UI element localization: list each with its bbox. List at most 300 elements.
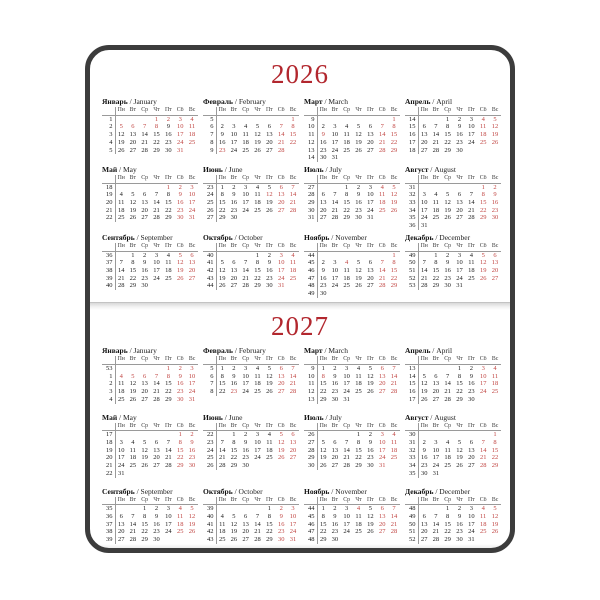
date-cell: 21 [218, 454, 226, 462]
week-row [102, 282, 198, 290]
month-november-2026 [304, 233, 400, 298]
date-cell: 10 [331, 131, 339, 139]
date-cell: 11 [129, 446, 136, 454]
month-title: Апрель / April [405, 346, 453, 356]
weekday-header-Пн: Пн [216, 423, 228, 431]
date-cell: 9 [321, 131, 325, 139]
empty-cell [376, 154, 388, 162]
week-row [203, 139, 299, 147]
date-cell: 7 [392, 365, 396, 373]
week-row [304, 513, 400, 521]
date-cell: 23 [176, 388, 184, 396]
date-cell: 15 [230, 446, 238, 454]
date-cell: 18 [479, 520, 487, 528]
date-cell: 22 [456, 388, 463, 396]
month-grid [102, 356, 198, 403]
date-cell: 27 [129, 146, 137, 154]
weekday-header-Сб: Сб [376, 356, 388, 364]
empty-cell [287, 462, 299, 470]
date-cell: 7 [380, 123, 384, 131]
date-cell: 15 [390, 266, 398, 274]
date-cell: 21 [289, 380, 297, 388]
weekday-header-row [405, 497, 501, 505]
weekday-header-Вт: Вт [329, 423, 341, 431]
date-cell: 27 [141, 395, 148, 403]
date-cell: 18 [432, 206, 440, 214]
date-cell: 9 [493, 191, 497, 199]
date-cell: 3 [190, 365, 194, 373]
date-cell: 22 [355, 454, 362, 462]
empty-cell [477, 470, 489, 478]
date-cell: 31 [188, 395, 196, 403]
month-december-2026 [405, 233, 501, 290]
week-column-header [304, 497, 317, 505]
week-row [405, 199, 501, 207]
week-row [203, 282, 299, 290]
date-cell: 8 [267, 512, 271, 520]
date-cell: 27 [420, 536, 428, 544]
date-cell: 16 [355, 199, 362, 207]
date-cell: 8 [392, 259, 396, 267]
date-cell: 25 [165, 274, 172, 282]
week-column-header [405, 175, 418, 183]
month-title: Март / March [304, 97, 349, 106]
weekday-header-Чт: Чт [454, 497, 466, 505]
date-cell: 23 [188, 454, 196, 462]
empty-cell [186, 470, 198, 478]
date-cell: 7 [220, 438, 224, 446]
month-january-2026 [102, 97, 198, 154]
month-title: Ноябрь / November [304, 486, 367, 496]
date-cell: 6 [434, 372, 438, 380]
date-cell: 21 [432, 528, 440, 536]
date-cell: 7 [345, 438, 349, 446]
date-cell: 21 [420, 274, 428, 282]
date-cell: 11 [379, 191, 386, 199]
date-cell: 23 [153, 528, 160, 536]
date-cell: 15 [218, 380, 226, 388]
date-cell: 31 [277, 282, 285, 290]
weekday-header-Сб: Сб [275, 243, 287, 251]
empty-cell [127, 505, 139, 513]
date-cell: 28 [242, 282, 249, 290]
date-cell: 7 [446, 372, 450, 380]
date-cell: 27 [420, 146, 428, 154]
date-cell: 31 [420, 222, 428, 230]
date-cell: 18 [117, 206, 125, 214]
date-cell: 5 [446, 191, 450, 199]
weekday-header-Ср: Ср [341, 497, 353, 505]
date-cell: 1 [434, 251, 438, 259]
weekday-header-Ср: Ср [139, 107, 151, 115]
weekday-header-Вт: Вт [127, 243, 139, 251]
date-cell: 3 [291, 505, 295, 513]
weekday-header-Вт: Вт [228, 423, 240, 431]
date-cell: 5 [190, 505, 194, 513]
week-number: 36 [102, 251, 115, 259]
week-row [304, 431, 400, 439]
date-cell: 9 [190, 438, 194, 446]
week-number: 25 [203, 454, 216, 462]
date-cell: 16 [230, 380, 238, 388]
weekday-header-Чт: Чт [454, 107, 466, 115]
week-number: 35 [102, 505, 115, 513]
date-cell: 17 [289, 520, 297, 528]
week-number: 26 [203, 207, 216, 215]
date-cell: 18 [117, 388, 125, 396]
week-row [304, 183, 400, 191]
date-cell: 13 [266, 131, 273, 139]
date-cell: 5 [493, 115, 497, 123]
week-number: 37 [102, 521, 115, 529]
week-number: 43 [203, 536, 216, 544]
weekday-header-Пт: Пт [364, 175, 376, 183]
date-cell: 29 [444, 146, 451, 154]
date-cell: 5 [321, 438, 325, 446]
weekday-header-row [203, 356, 299, 364]
date-cell: 20 [141, 206, 148, 214]
date-cell: 2 [232, 365, 236, 373]
date-cell: 21 [289, 199, 297, 207]
week-row [102, 267, 198, 275]
month-grid [304, 356, 400, 403]
date-cell: 4 [446, 438, 450, 446]
week-number: 9 [304, 365, 317, 373]
date-cell: 10 [117, 446, 125, 454]
date-cell: 29 [479, 214, 487, 222]
week-number: 21 [102, 207, 115, 215]
date-cell: 1 [220, 183, 224, 191]
date-cell: 2 [220, 123, 224, 131]
weekday-header-Вс: Вс [186, 423, 198, 431]
date-cell: 3 [368, 183, 372, 191]
month-october-2026 [203, 233, 299, 290]
date-cell: 23 [242, 454, 249, 462]
date-cell: 23 [230, 206, 238, 214]
date-cell: 29 [129, 282, 137, 290]
date-cell: 8 [321, 512, 325, 520]
month-grid [405, 497, 501, 544]
date-cell: 6 [154, 438, 159, 446]
date-cell: 14 [218, 446, 226, 454]
date-cell: 22 [319, 388, 327, 396]
date-cell: 25 [176, 528, 184, 536]
date-cell: 31 [456, 282, 463, 290]
date-cell: 6 [380, 505, 384, 513]
date-cell: 23 [420, 462, 428, 470]
date-cell: 1 [255, 251, 260, 259]
week-column-header [304, 243, 317, 251]
week-column-header [203, 107, 216, 115]
date-cell: 17 [242, 380, 249, 388]
date-cell: 19 [367, 380, 374, 388]
month-grid [304, 497, 400, 544]
date-cell: 6 [422, 123, 426, 131]
date-cell: 21 [390, 380, 398, 388]
date-cell: 17 [254, 446, 261, 454]
date-cell: 30 [355, 214, 362, 222]
empty-cell [317, 183, 329, 191]
date-cell: 8 [321, 372, 325, 380]
date-cell: 15 [319, 380, 327, 388]
weekday-header-Сб: Сб [174, 107, 186, 115]
empty-cell [341, 290, 353, 298]
date-cell: 28 [117, 282, 125, 290]
week-number: 31 [405, 183, 418, 191]
date-cell: 8 [166, 191, 170, 199]
week-number: 40 [102, 282, 115, 290]
weekday-header-row [102, 175, 198, 183]
weekday-header-Чт: Чт [151, 175, 163, 183]
empty-cell [353, 251, 365, 259]
date-cell: 3 [232, 123, 236, 131]
date-cell: 3 [244, 365, 248, 373]
date-cell: 28 [165, 462, 172, 470]
date-cell: 24 [420, 214, 428, 222]
weekday-header-Чт: Чт [252, 497, 264, 505]
date-cell: 15 [444, 131, 451, 139]
week-row [304, 214, 400, 222]
date-cell: 26 [390, 206, 398, 214]
weekday-header-Вт: Вт [430, 175, 442, 183]
date-cell: 21 [141, 138, 148, 146]
date-cell: 13 [188, 259, 196, 267]
week-number: 6 [203, 373, 216, 381]
date-cell: 21 [432, 138, 440, 146]
date-cell: 28 [277, 146, 285, 154]
date-cell: 6 [368, 123, 372, 131]
week-number: 35 [405, 470, 418, 478]
date-cell: 11 [444, 446, 451, 454]
weekday-header-Пн: Пн [317, 356, 329, 364]
date-cell: 22 [479, 206, 487, 214]
week-column-header [405, 497, 418, 505]
date-cell: 6 [267, 123, 271, 131]
date-cell: 11 [480, 123, 487, 131]
date-cell: 12 [266, 372, 273, 380]
week-number: 19 [102, 191, 115, 199]
date-cell: 11 [289, 259, 297, 267]
date-cell: 12 [218, 266, 226, 274]
weekday-header-Пт: Пт [263, 356, 275, 364]
weekday-header-Чт: Чт [252, 107, 264, 115]
week-row [304, 191, 400, 199]
date-cell: 16 [456, 520, 463, 528]
weekday-header-Вт: Вт [228, 175, 240, 183]
date-cell: 30 [491, 214, 499, 222]
date-cell: 8 [345, 191, 349, 199]
empty-cell [364, 154, 376, 162]
date-cell: 9 [232, 372, 236, 380]
date-cell: 13 [277, 372, 285, 380]
date-cell: 4 [255, 365, 260, 373]
week-number: 23 [203, 183, 216, 191]
date-cell: 22 [230, 454, 238, 462]
date-cell: 13 [141, 199, 148, 207]
week-row [203, 521, 299, 529]
date-cell: 1 [166, 365, 170, 373]
date-cell: 22 [218, 206, 226, 214]
weekday-header-Вт: Вт [430, 243, 442, 251]
empty-cell [127, 365, 139, 373]
empty-cell [216, 251, 228, 259]
date-cell: 14 [432, 520, 440, 528]
week-number: 34 [405, 207, 418, 215]
date-cell: 7 [422, 259, 426, 267]
date-cell: 9 [469, 372, 473, 380]
month-grid [203, 107, 299, 154]
date-cell: 27 [117, 536, 125, 544]
week-column-header [304, 175, 317, 183]
date-cell: 20 [456, 206, 463, 214]
weekday-header-Сб: Сб [275, 175, 287, 183]
weekday-header-Ср: Ср [240, 107, 252, 115]
date-cell: 24 [468, 528, 475, 536]
date-cell: 22 [491, 454, 499, 462]
date-cell: 13 [230, 266, 238, 274]
date-cell: 8 [154, 123, 159, 131]
week-number: 52 [405, 275, 418, 283]
empty-cell [388, 396, 400, 404]
week-row [405, 521, 501, 529]
date-cell: 29 [153, 146, 160, 154]
date-cell: 22 [254, 274, 261, 282]
weekday-header-Пн: Пн [216, 107, 228, 115]
week-number: 15 [405, 123, 418, 131]
week-number: 14 [304, 154, 317, 162]
date-cell: 28 [468, 214, 475, 222]
empty-cell [388, 536, 400, 544]
date-cell: 18 [176, 520, 184, 528]
date-cell: 21 [254, 528, 261, 536]
empty-cell [240, 214, 252, 222]
empty-cell [317, 431, 329, 439]
empty-cell [489, 470, 501, 478]
week-row [304, 439, 400, 447]
empty-cell [442, 365, 454, 373]
empty-cell [139, 115, 151, 123]
date-cell: 16 [468, 380, 475, 388]
date-cell: 13 [432, 380, 440, 388]
date-cell: 20 [153, 454, 160, 462]
date-cell: 26 [176, 274, 184, 282]
date-cell: 31 [343, 395, 350, 403]
date-cell: 17 [188, 380, 196, 388]
date-cell: 6 [368, 259, 372, 267]
week-row [405, 462, 501, 470]
weekday-header-Сб: Сб [174, 497, 186, 505]
empty-cell [477, 282, 489, 290]
weekday-header-Сб: Сб [477, 107, 489, 115]
date-cell: 15 [390, 131, 398, 139]
month-april-2027 [405, 346, 501, 403]
date-cell: 29 [444, 536, 451, 544]
month-august-2026 [405, 165, 501, 230]
empty-cell [353, 154, 365, 162]
empty-cell [139, 431, 151, 439]
weekday-header-Ср: Ср [139, 243, 151, 251]
date-cell: 29 [176, 462, 184, 470]
date-cell: 19 [176, 266, 184, 274]
date-cell: 7 [131, 512, 135, 520]
week-number: 24 [203, 191, 216, 199]
week-number: 5 [102, 147, 115, 155]
date-cell: 24 [378, 454, 386, 462]
week-number: 11 [304, 380, 317, 388]
date-cell: 26 [277, 454, 285, 462]
date-cell: 8 [178, 438, 182, 446]
date-cell: 20 [432, 388, 440, 396]
empty-cell [353, 536, 365, 544]
week-column-header [102, 356, 115, 364]
date-cell: 16 [218, 138, 226, 146]
weekday-header-Вс: Вс [186, 497, 198, 505]
date-cell: 2 [446, 251, 450, 259]
week-row [102, 462, 198, 470]
date-cell: 19 [254, 138, 261, 146]
date-cell: 1 [131, 251, 135, 259]
week-row [203, 373, 299, 381]
date-cell: 20 [491, 266, 499, 274]
weekday-header-row [203, 423, 299, 431]
month-title: Июль / July [304, 164, 342, 174]
weekday-header-Вт: Вт [430, 423, 442, 431]
date-cell: 1 [392, 115, 396, 123]
date-cell: 12 [420, 380, 428, 388]
date-cell: 17 [242, 199, 249, 207]
empty-cell [317, 115, 329, 123]
week-number: 31 [304, 214, 317, 222]
date-cell: 1 [493, 431, 497, 439]
date-cell: 15 [165, 199, 172, 207]
empty-cell [430, 365, 442, 373]
weekday-header-Ср: Ср [442, 175, 454, 183]
weekday-header-Пт: Пт [162, 243, 174, 251]
date-cell: 29 [432, 282, 440, 290]
date-cell: 25 [343, 282, 350, 290]
week-row [405, 373, 501, 381]
date-cell: 6 [143, 191, 147, 199]
weekday-header-Ср: Ср [442, 107, 454, 115]
date-cell: 28 [141, 146, 148, 154]
week-row [102, 139, 198, 147]
weekday-header-Пн: Пн [115, 243, 127, 251]
weekday-header-Пн: Пн [418, 107, 430, 115]
empty-cell [162, 431, 174, 439]
week-number: 42 [203, 267, 216, 275]
week-row [405, 447, 501, 455]
date-cell: 1 [232, 431, 236, 439]
date-cell: 14 [331, 199, 339, 207]
week-number: 3 [102, 131, 115, 139]
week-row [102, 199, 198, 207]
empty-cell [263, 214, 275, 222]
week-row [405, 123, 501, 131]
week-row [405, 505, 501, 513]
date-cell: 14 [153, 199, 160, 207]
date-cell: 11 [118, 199, 125, 207]
week-row [102, 388, 198, 396]
empty-cell [418, 115, 430, 123]
date-cell: 17 [331, 138, 339, 146]
week-row [405, 513, 501, 521]
empty-cell [489, 396, 501, 404]
date-cell: 30 [176, 214, 184, 222]
week-row [304, 267, 400, 275]
weekday-header-Ср: Ср [341, 107, 353, 115]
week-row [203, 259, 299, 267]
date-cell: 22 [432, 274, 440, 282]
